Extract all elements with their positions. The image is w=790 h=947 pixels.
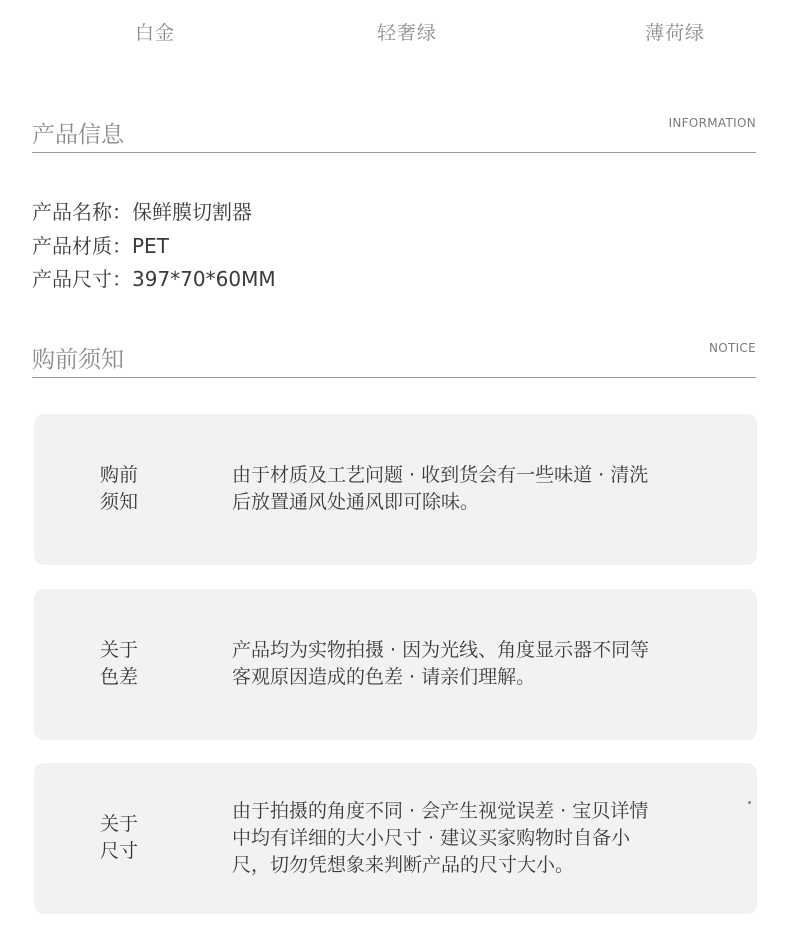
notice-card-pre-purchase [34,414,757,565]
card-title [100,462,160,516]
section-subtitle-en: INFORMATION [668,116,756,130]
card-text-line: 客观原因造成的色差 · 请亲们理解。 [232,666,536,688]
card-text-line: 中均有详细的大小尺寸 · 建议买家购物时自备小 [232,827,631,849]
section-title: 产品信息 [32,122,124,148]
color-option-label: 薄荷绿 [644,22,706,44]
card-text-line: 产品均为实物拍摄 · 因为光线、角度显示器不同等 [232,639,650,661]
card-title-line: 关于 [100,813,139,835]
card-title-line: 须知 [100,491,139,513]
card-text-line: 由于拍摄的角度不同 · 会产生视觉误差 · 宝贝详情 [232,800,649,822]
decorative-dot [748,801,751,804]
card-title [100,811,160,865]
card-text-line: 由于材质及工艺问题 · 收到货会有一些味道 · 清洗 [232,464,649,486]
product-size: 产品尺寸：397*70*60MM [32,267,276,291]
card-title [100,637,160,691]
color-option-label: 轻奢绿 [376,22,438,44]
section-title: 购前须知 [32,347,124,373]
product-info-list [32,196,276,297]
notice-header [32,337,756,378]
product-material: 产品材质：PET [32,233,169,258]
card-text-line: 后放置通风处通风即可除味。 [232,491,480,513]
section-subtitle-en: NOTICE [708,341,756,355]
card-text [232,462,702,516]
card-text [232,637,702,691]
product-name: 产品名称：保鲜膜切割器 [32,200,252,224]
notice-card-size [34,763,757,914]
card-title-line: 关于 [100,639,139,661]
product-info-header [32,112,756,153]
color-options-row [0,14,790,46]
notice-card-color-difference [34,589,757,740]
card-title-line: 购前 [100,464,139,486]
card-text [232,798,702,879]
card-title-line: 色差 [100,666,139,688]
card-text-line: 尺，切勿凭想象来判断产品的尺寸大小。 [232,854,575,876]
color-option-label: 白金 [134,22,176,44]
card-title-line: 尺寸 [100,840,139,862]
